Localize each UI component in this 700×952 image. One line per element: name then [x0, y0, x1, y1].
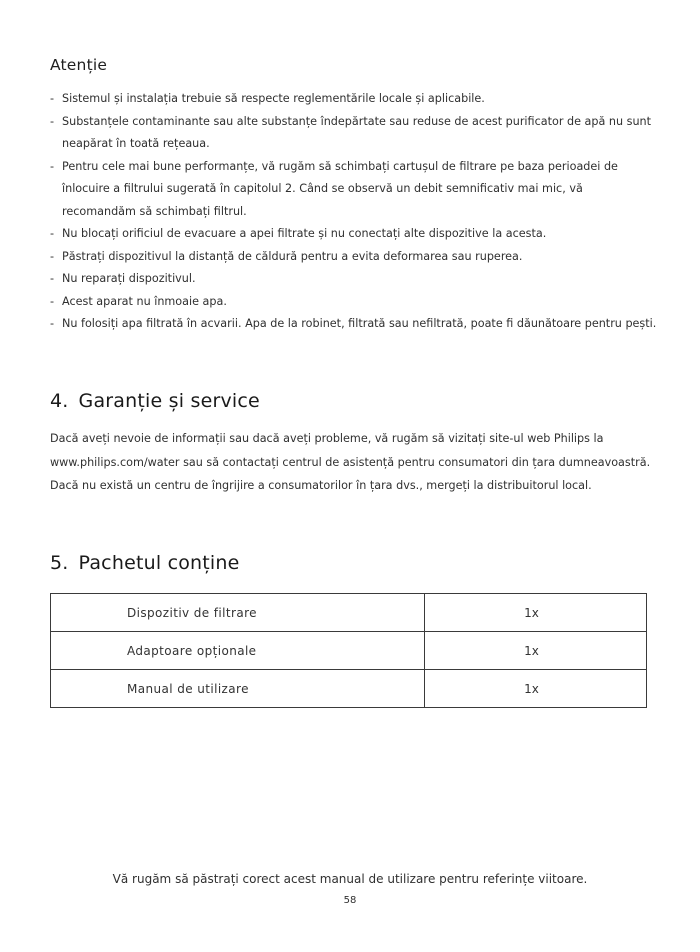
qty-cell: 1x	[425, 594, 647, 632]
list-item	[50, 156, 660, 224]
qty-cell: 1x	[425, 670, 647, 708]
warranty-paragraph: Dacă aveți nevoie de informații sau dacă aveți probleme, vă rugăm să vizitați site-ul web Philips la www.philips.com/water sau să contactați centrul de asistență pentru consumatori din țara dumneavoastră. Dacă nu există un centru de îngrijire a consumatorilor în țara dvs., mergeți la distribuitorul local.	[50, 432, 651, 492]
list-item	[50, 111, 660, 156]
list-item	[50, 246, 660, 269]
item-cell: Adaptoare opționale	[51, 632, 425, 670]
section-number: 4.	[50, 390, 69, 412]
attention-list	[50, 88, 660, 336]
item-cell: Manual de utilizare	[51, 670, 425, 708]
list-item-text: Nu blocați orificiul de evacuare a apei filtrate și nu conectați alte dispozitive la acesta.	[62, 227, 547, 240]
package-heading	[50, 552, 240, 574]
page-number: 58	[343, 895, 357, 906]
section-title: Garanție și service	[78, 390, 260, 412]
bullet-dash: -	[50, 272, 55, 285]
bullet-dash: -	[50, 159, 55, 173]
item-cell: Dispozitiv de filtrare	[51, 594, 425, 632]
bullet-dash: -	[50, 294, 55, 308]
table-row	[51, 632, 647, 670]
list-item	[50, 268, 660, 291]
table-row	[51, 670, 647, 708]
section-number: 5.	[50, 552, 69, 574]
list-item-text: Substanțele contaminante sau alte substanțe îndepărtate sau reduse de acest purificator de apă nu sunt neapărat în toată rețeaua.	[62, 114, 652, 150]
bullet-dash: -	[50, 317, 55, 330]
list-item	[50, 313, 660, 336]
list-item-text: Sistemul și instalația trebuie să respecte reglementările locale și aplicabile.	[62, 92, 485, 105]
bullet-dash: -	[50, 249, 55, 263]
bullet-dash: -	[50, 114, 55, 128]
list-item	[50, 291, 660, 314]
bullet-dash: -	[50, 227, 55, 240]
bullet-dash: -	[50, 92, 55, 105]
warranty-heading	[50, 390, 260, 412]
list-item-text: Păstrați dispozitivul la distanță de căldură pentru a evita deformarea sau ruperea.	[62, 249, 523, 263]
attention-heading: Atenție	[50, 56, 108, 74]
list-item-text: Acest aparat nu înmoaie apa.	[62, 294, 227, 308]
section-title: Pachetul conține	[78, 552, 240, 574]
list-item-text: Pentru cele mai bune performanțe, vă rugăm să schimbați cartușul de filtrare pe baza perioadei de înlocuire a filtrului sugerată în capitolul 2. Când se observă un debit semnificativ mai mic, vă recomandăm să schimbați filtrul.	[62, 159, 618, 218]
list-item	[50, 88, 660, 111]
package-table	[50, 593, 647, 708]
list-item-text: Nu reparați dispozitivul.	[62, 272, 196, 285]
list-item	[50, 223, 660, 246]
qty-cell: 1x	[425, 632, 647, 670]
table-row	[51, 594, 647, 632]
footer-note: Vă rugăm să păstrați corect acest manual de utilizare pentru referințe viitoare.	[112, 872, 588, 886]
list-item-text: Nu folosiți apa filtrată în acvarii. Apa de la robinet, filtrată sau nefiltrată, poate fi dăunătoare pentru pești.	[62, 317, 657, 330]
